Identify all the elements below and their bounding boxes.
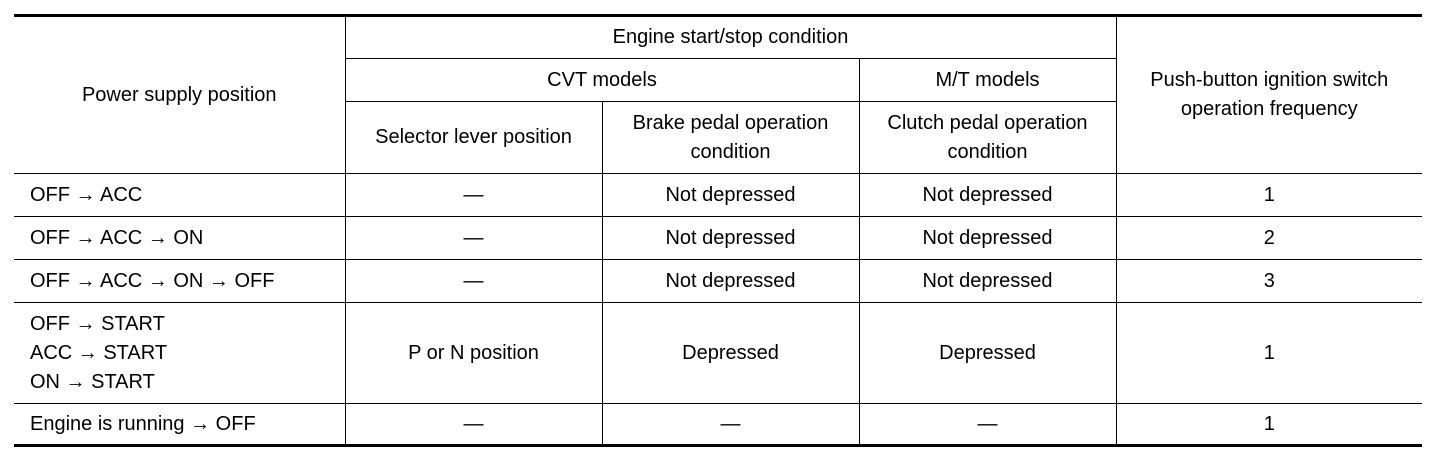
- power-cell: OFF → ACC → ON → OFF: [14, 260, 345, 303]
- header-cvt-models: CVT models: [345, 59, 859, 102]
- table-row: [14, 217, 1422, 260]
- clutch-cell: Not depressed: [859, 260, 1116, 303]
- clutch-cell: Not depressed: [859, 174, 1116, 217]
- clutch-cell: Not depressed: [859, 217, 1116, 260]
- brake-cell: —: [602, 404, 859, 446]
- selector-cell: —: [345, 174, 602, 217]
- header-power-supply-position: Power supply position: [14, 16, 345, 174]
- selector-cell: —: [345, 217, 602, 260]
- brake-cell: Depressed: [602, 303, 859, 404]
- table-row: [14, 260, 1422, 303]
- selector-cell: P or N position: [345, 303, 602, 404]
- brake-cell: Not depressed: [602, 217, 859, 260]
- clutch-cell: —: [859, 404, 1116, 446]
- frequency-cell: 2: [1116, 217, 1422, 260]
- power-cell: OFF → ACC → ON: [14, 217, 345, 260]
- power-cell: OFF → START ACC → START ON → START: [14, 303, 345, 404]
- clutch-cell: Depressed: [859, 303, 1116, 404]
- header-engine-condition: Engine start/stop condition: [345, 16, 1116, 59]
- frequency-cell: 1: [1116, 404, 1422, 446]
- frequency-cell: 1: [1116, 303, 1422, 404]
- header-clutch-pedal-condition: Clutch pedal operation condition: [859, 102, 1116, 174]
- table-row: [14, 303, 1422, 404]
- frequency-cell: 3: [1116, 260, 1422, 303]
- header-brake-pedal-condition: Brake pedal operation condition: [602, 102, 859, 174]
- brake-cell: Not depressed: [602, 174, 859, 217]
- header-mt-models: M/T models: [859, 59, 1116, 102]
- power-cell: Engine is running → OFF: [14, 404, 345, 446]
- selector-cell: —: [345, 260, 602, 303]
- brake-cell: Not depressed: [602, 260, 859, 303]
- power-cell: OFF → ACC: [14, 174, 345, 217]
- ignition-condition-table: [14, 14, 1422, 447]
- table-row: [14, 404, 1422, 446]
- header-selector-lever-position: Selector lever position: [345, 102, 602, 174]
- frequency-cell: 1: [1116, 174, 1422, 217]
- selector-cell: —: [345, 404, 602, 446]
- header-push-button-frequency: Push-button ignition switch operation frequency: [1116, 16, 1422, 174]
- table-row: [14, 174, 1422, 217]
